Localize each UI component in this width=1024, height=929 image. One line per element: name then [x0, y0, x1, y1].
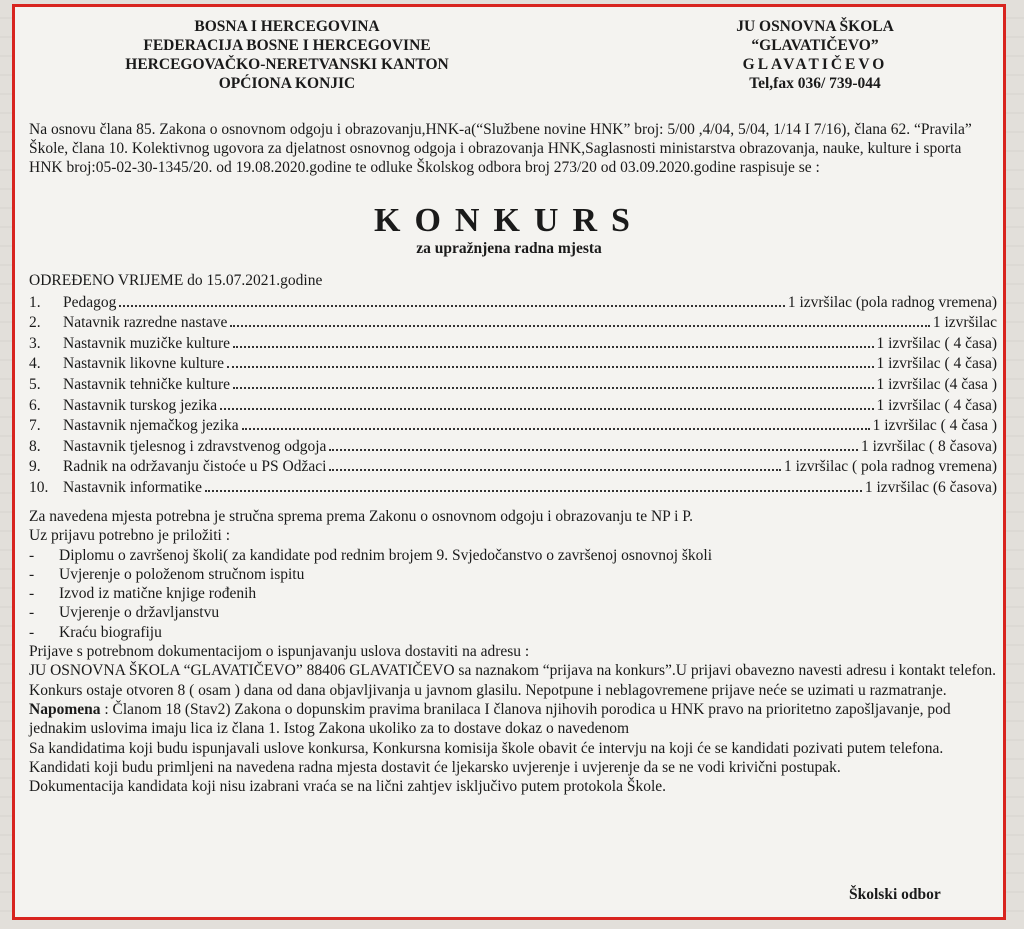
position-count: 1 izvršilac ( 8 časova): [861, 437, 997, 455]
attachment-item: [29, 546, 999, 565]
attachment-item: [29, 565, 999, 584]
position-row: [29, 291, 997, 312]
position-name: Radnik na održavanju čistoće u PS Odžaci: [63, 458, 327, 476]
requirements-text: Za navedena mjesta potrebna je stručna sprema prema Zakonu o osnovnom odgoju i obrazovanju te NP i P.: [29, 508, 694, 525]
school-name-quoted: “GLAVATIČEVO”: [751, 37, 879, 54]
position-number: 1.: [29, 293, 41, 311]
position-count: 1 izvršilac (pola radnog vremena): [787, 293, 997, 311]
dot-leader: [242, 428, 870, 430]
position-number: 6.: [29, 396, 41, 414]
dot-leader: [329, 449, 858, 451]
dot-leader: [205, 490, 862, 492]
position-row: [29, 332, 997, 353]
position-name: Nastavnik muzičke kulture: [63, 334, 231, 352]
position-name: Nastavnik likovne kulture: [63, 355, 224, 373]
dash-bullet: -: [29, 546, 35, 564]
attachment-text: Uvjerenje o položenom stručnom ispitu: [59, 565, 305, 583]
position-name: Pedagog: [63, 293, 117, 311]
dot-leader: [119, 305, 784, 307]
position-name: Nastavnik tehničke kulture: [63, 375, 231, 393]
position-row: [29, 312, 997, 333]
position-count: 1 izvršilac ( pola radnog vremena): [783, 458, 997, 476]
position-number: 5.: [29, 375, 41, 393]
dash-bullet: -: [29, 623, 35, 641]
signature: Školski odbor: [849, 886, 941, 903]
header-left-line: HERCEGOVAČKO-NERETVANSKI KANTON: [125, 56, 449, 73]
napomena-text: : Članom 18 (Stav2) Zakona o dopunskim pravima branilaca I članova njihovih porodica u HNK pravo na prioritetno zapošljavanje, pod jednakim uslovima imaju lica iz člana 1. Istog Zakona ukoliko za to dostave dokaz o navedenom: [29, 700, 951, 738]
dot-leader: [230, 325, 929, 327]
attachment-text: Kraću biografiju: [59, 623, 162, 641]
attachment-text: Diplomu o završenoj školi( za kandidate pod rednim brojem 9. Svjedočanstvo o završenoj osnovnoj školi: [59, 546, 713, 564]
dot-leader: [233, 387, 873, 389]
attachment-item: [29, 623, 999, 642]
attachment-item: [29, 584, 999, 603]
school-location: GLAVATIČEVO: [742, 56, 888, 73]
position-row: [29, 353, 997, 374]
position-number: 10.: [29, 478, 49, 496]
position-number: 4.: [29, 355, 41, 373]
dash-bullet: -: [29, 604, 35, 622]
position-count: 1 izvršilac ( 4 časa): [876, 334, 997, 352]
header-right: [665, 17, 965, 93]
position-number: 8.: [29, 437, 41, 455]
position-number: 7.: [29, 417, 41, 435]
position-name: Nastavnik turskog jezika: [63, 396, 218, 414]
position-name: Nastavnik informatike: [63, 478, 203, 496]
docs-return-note: Dokumentacija kandidata koji nisu izabrani vraća se na lični zahtjev isključivo putem protokola Škole.: [29, 778, 667, 796]
attachment-text: Izvod iz matične knjige rođenih: [59, 585, 257, 603]
positions-list: [29, 291, 997, 497]
interview-note: Sa kandidatima koji budu ispunjavali uslove konkursa, Konkursna komisija škole obavit će intervju na koji će se kandidati pozivati putem telefona.: [29, 739, 944, 757]
dot-leader: [220, 408, 873, 410]
position-name: Nastavnik njemačkog jezika: [63, 417, 239, 435]
dash-bullet: -: [29, 585, 35, 603]
fixed-term-label: ODREĐENO VRIJEME do 15.07.2021.godine: [29, 272, 323, 289]
position-row: [29, 373, 997, 394]
position-name: Natavnik razredne nastave: [63, 314, 228, 332]
school-name: JU OSNOVNA ŠKOLA: [736, 18, 894, 35]
attachment-item: [29, 603, 999, 622]
position-row: [29, 415, 997, 436]
dash-bullet: -: [29, 565, 35, 583]
attachments-intro: Uz prijavu potrebno je priložiti :: [29, 527, 231, 545]
notice-subtitle: za upražnjena radna mjesta: [416, 240, 602, 257]
position-count: 1 izvršilac (4 časa ): [876, 375, 997, 393]
napomena-label: Napomena: [29, 700, 101, 718]
job-notice: [12, 4, 1006, 920]
school-phone: Tel,fax 036/ 739-044: [749, 75, 881, 92]
submission-note: Prijave s potrebnom dokumentacijom o ispunjavanju uslova dostaviti na adresu :: [29, 643, 530, 661]
position-number: 9.: [29, 458, 41, 476]
position-count: 1 izvršilac ( 4 časa): [876, 396, 997, 414]
position-count: 1 izvršilac (6 časova): [864, 478, 997, 496]
position-row: [29, 435, 997, 456]
napomena-paragraph: [29, 700, 999, 739]
intro-paragraph: Na osnovu člana 85. Zakona o osnovnom odgoju i obrazovanju,HNK-a(“Službene novine HNK” broj: 5/00 ,4/04, 5/04, 1/14 I 7/16), člana 62. “Pravila” Škole, člana 10. Kolektivnog ugovora za djelatnost osnovnog odgoja i obrazovanja HNK,Saglasnosti ministarstva obrazovanja, nauke, kulture i sporta HNK broj:05-02-30-1345/20. od 19.08.2020.godine te odluke Školskog odbora broj 273/20 od 03.09.2020.godine raspisuje se :: [29, 121, 972, 176]
position-count: 1 izvršilac ( 4 časa): [876, 355, 997, 373]
dot-leader: [233, 346, 873, 348]
address-note: JU OSNOVNA ŠKOLA “GLAVATIČEVO” 88406 GLAVATIČEVO sa naznakom “prijava na konkurs”.U prijavi obavezno navesti adresu i kontakt telefon.: [29, 662, 997, 680]
open-period-note: Konkurs ostaje otvoren 8 ( osam ) dana od dana objavljivanja u javnom glasilu. Nepotpune i neblagovremene prijave neće se uzimati u razmatranje.: [29, 681, 947, 699]
position-number: 2.: [29, 314, 41, 332]
dot-leader: [227, 366, 874, 368]
medical-note: Kandidati koji budu primljeni na navedena radna mjesta dostavit će ljekarsko uvjerenje i uvjerenje da se ne vodi krivični postupak.: [29, 758, 841, 776]
attachment-text: Uvjerenje o državljanstvu: [59, 604, 220, 622]
header-left-line: FEDERACIJA BOSNE I HERCEGOVINE: [143, 37, 431, 54]
header-left: [57, 17, 517, 93]
position-count: 1 izvršilac ( 4 časa ): [872, 417, 997, 435]
header-left-line: BOSNA I HERCEGOVINA: [194, 18, 380, 35]
position-count: 1 izvršilac: [932, 314, 997, 332]
notice-body: [29, 507, 999, 796]
position-row: [29, 394, 997, 415]
dot-leader: [329, 469, 781, 471]
position-row: [29, 476, 997, 497]
position-number: 3.: [29, 334, 41, 352]
position-row: [29, 456, 997, 477]
notice-title: KONKURS: [374, 202, 644, 239]
position-name: Nastavnik tjelesnog i zdravstvenog odgoja: [63, 437, 327, 455]
header-left-line: OPĆIONA KONJIC: [218, 75, 356, 92]
